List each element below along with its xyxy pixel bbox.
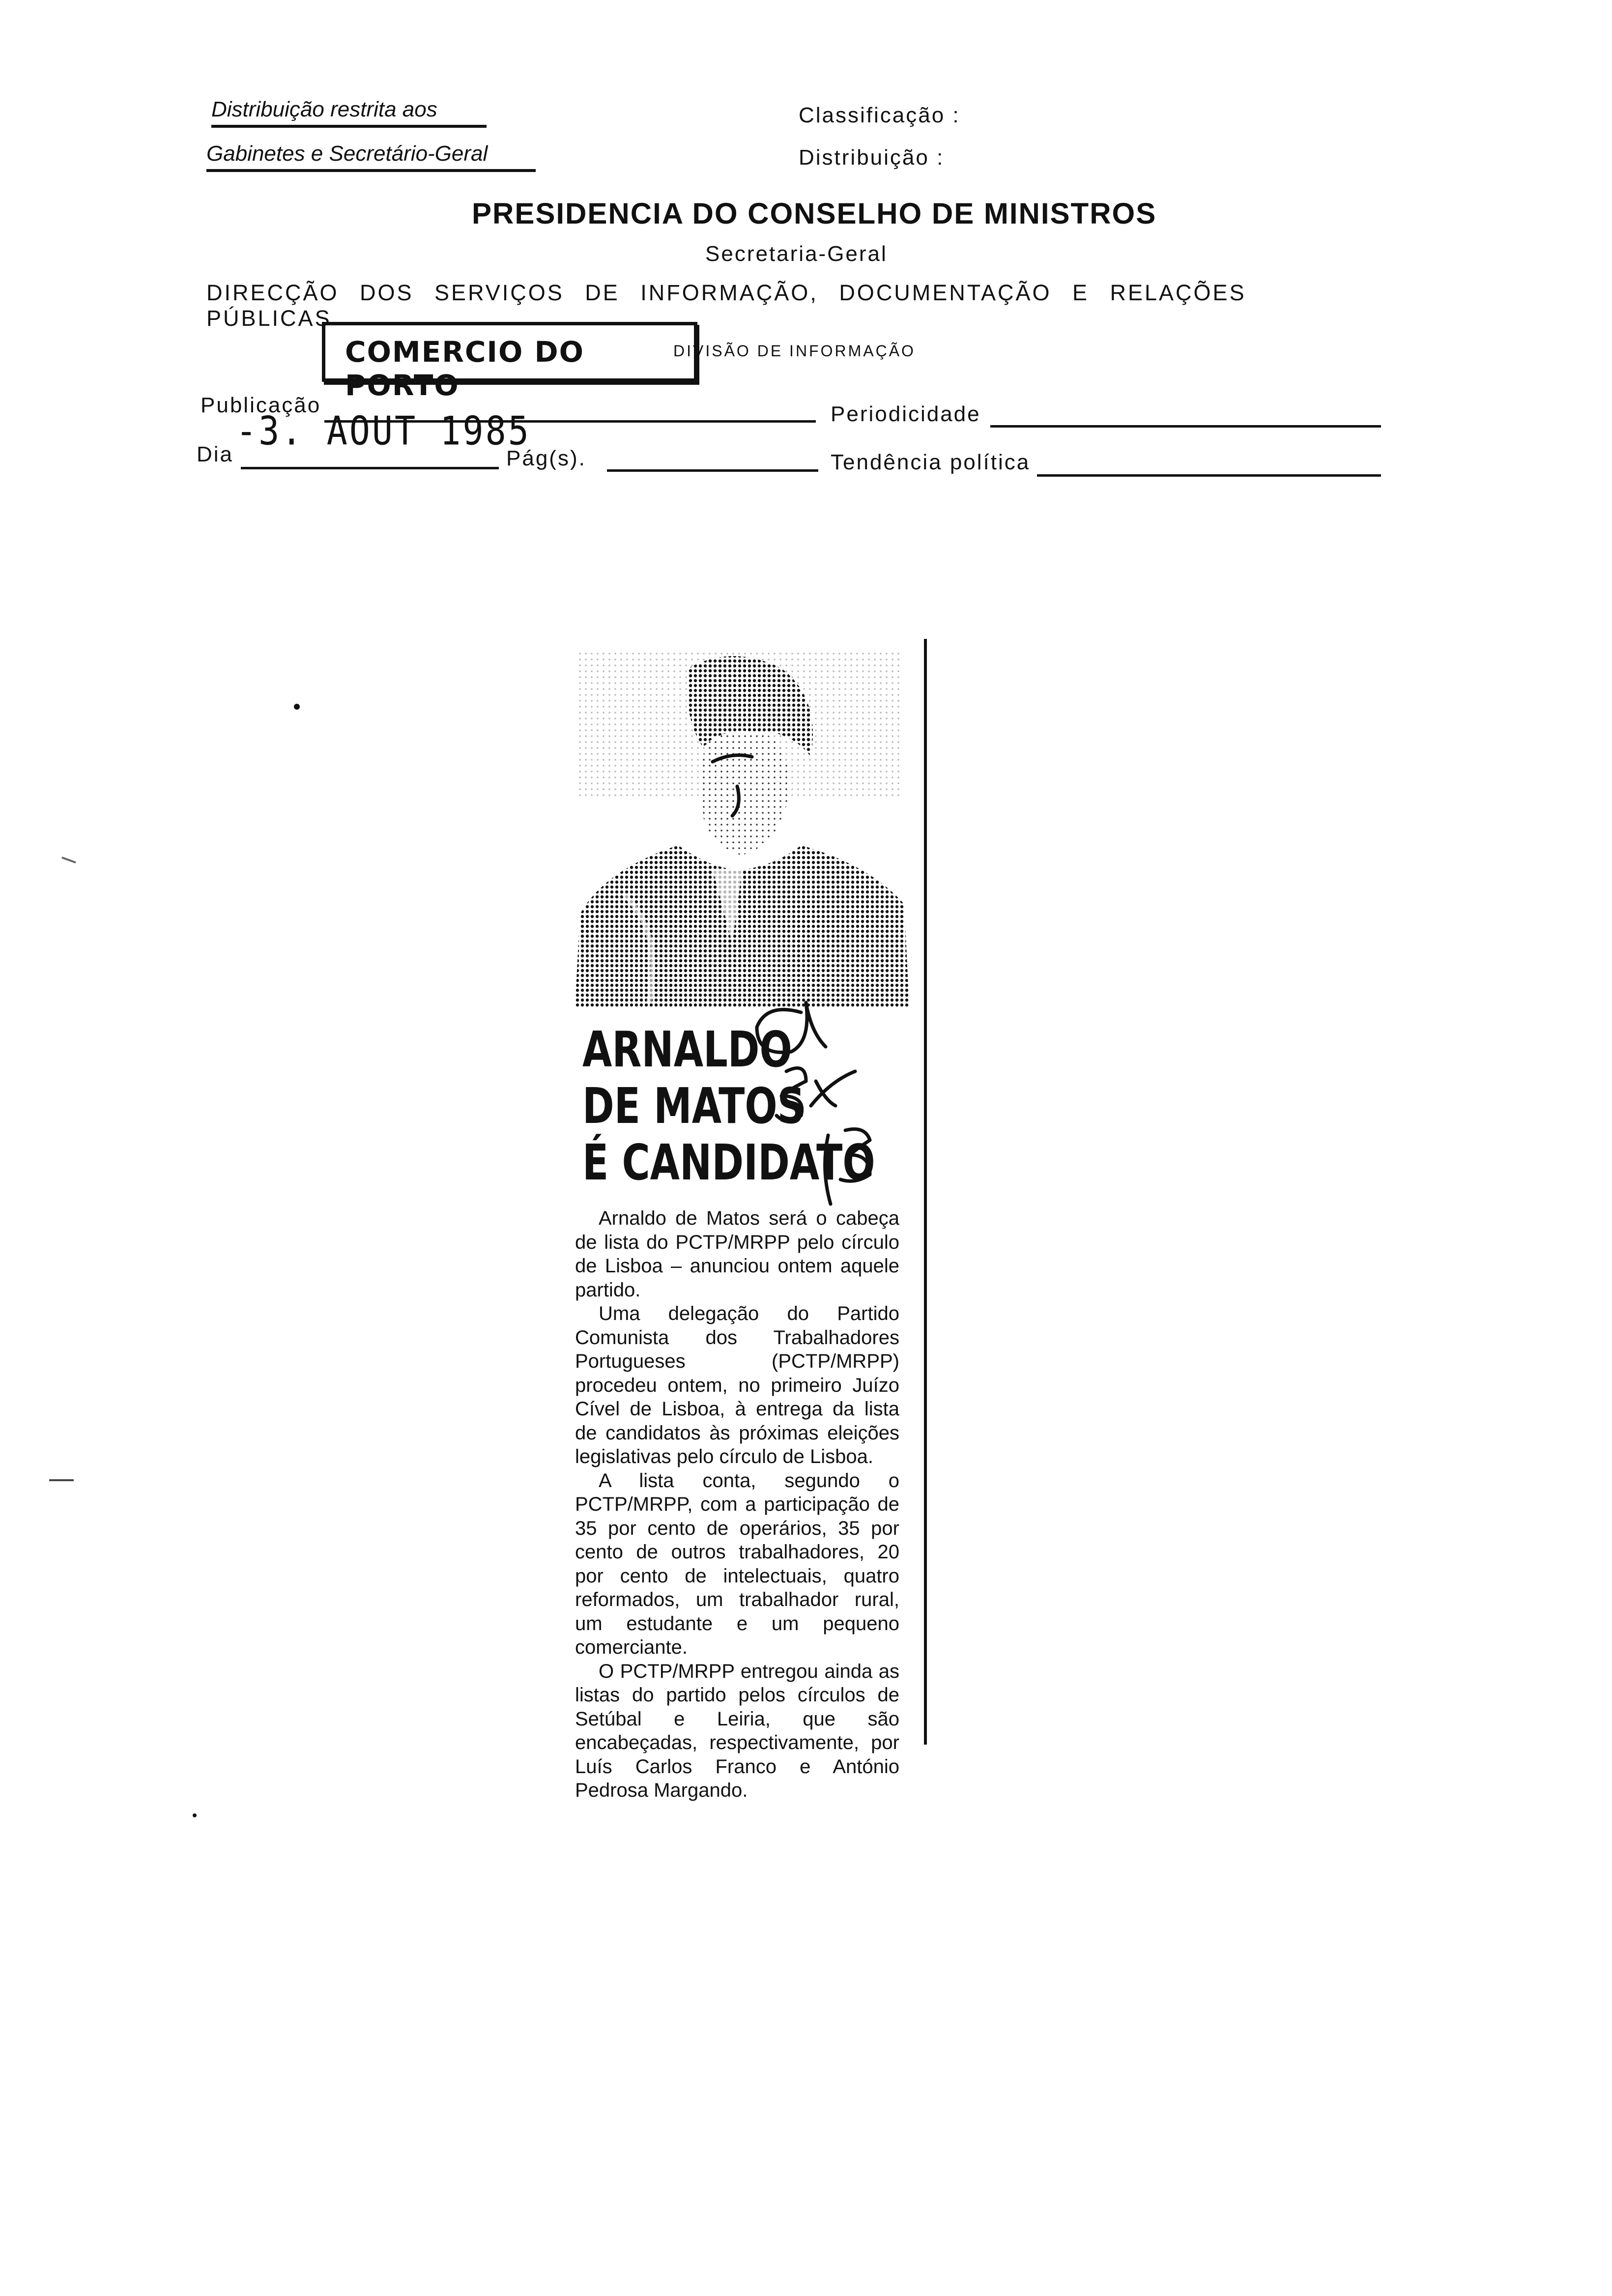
distribution-label: Distribuição : [799, 145, 945, 170]
scan-speck [193, 1813, 197, 1817]
handwritten-annotation [737, 983, 934, 1219]
article-body [575, 1206, 899, 1803]
publication-name: COMERCIO DO PORTO [345, 335, 584, 402]
paragraph-2: Uma delegação do Partido Comunista dos Trabalhadores Portugueses (PCTP/MRPP) procedeu ontem, no primeiro Juízo Cível de Lisboa, à entrega da lista de candidatos às próximas eleições legislativas pelo círculo de Lisboa. [575, 1303, 899, 1467]
directorate-line: DIRECÇÃO DOS SERVIÇOS DE INFORMAÇÃO, DOCUMENTAÇÃO E RELAÇÕES PÚBLICAS [206, 280, 1246, 331]
pages-rule [607, 469, 818, 472]
day-rule [241, 467, 499, 469]
candidate-photo [565, 639, 909, 1007]
political-tendency-label: Tendência política [831, 450, 1031, 474]
political-tendency-rule [1037, 474, 1381, 477]
restricted-distribution-line1: Distribuição restrita aos [211, 97, 487, 128]
paragraph-1: Arnaldo de Matos será o cabeça de lista do PCTP/MRPP pelo círculo de Lisboa – anunciou ontem aquele partido. [575, 1207, 899, 1301]
scan-mark [61, 857, 76, 863]
org-title: PRESIDENCIA DO CONSELHO DE MINISTROS [472, 197, 1157, 230]
pages-label: Pág(s). [506, 446, 586, 470]
classification-label: Classificação : [799, 103, 960, 127]
headline-line3: É CANDIDATO [582, 1134, 875, 1191]
headline-line2: DE MATOS [582, 1077, 805, 1135]
scan-mark [49, 1479, 74, 1481]
division-label: DIVISÃO DE INFORMAÇÃO [673, 342, 916, 360]
headline-line1: ARNALDO [582, 1021, 792, 1078]
org-subtitle: Secretaria-Geral [705, 242, 888, 266]
scan-speck [294, 704, 300, 710]
restricted-distribution-line2: Gabinetes e Secretário-Geral [206, 142, 536, 172]
paragraph-4: O PCTP/MRPP entregou ainda as listas do partido pelos círculos de Setúbal e Leiria, que são encabeçadas, respectivamente, por Luís Carlos Franco e António Pedrosa Margando. [575, 1660, 899, 1801]
day-label: Dia [197, 442, 234, 466]
paragraph-3: A lista conta, segundo o PCTP/MRPP, com a participação de 35 por cento de operários, 35 por cento de outros trabalhadores, 20 por cento de intelectuais, quatro reformados, um trabalhador rural, um estudante e um pequeno comerciante. [575, 1469, 899, 1658]
publication-stamp [322, 322, 697, 402]
date-stamp: -3. AOUT 1985 [236, 407, 531, 455]
periodicity-label: Periodicidade [831, 402, 981, 426]
candidate-portrait [565, 639, 909, 1007]
publication-label: Publicação [201, 393, 321, 417]
periodicity-rule [990, 425, 1381, 428]
